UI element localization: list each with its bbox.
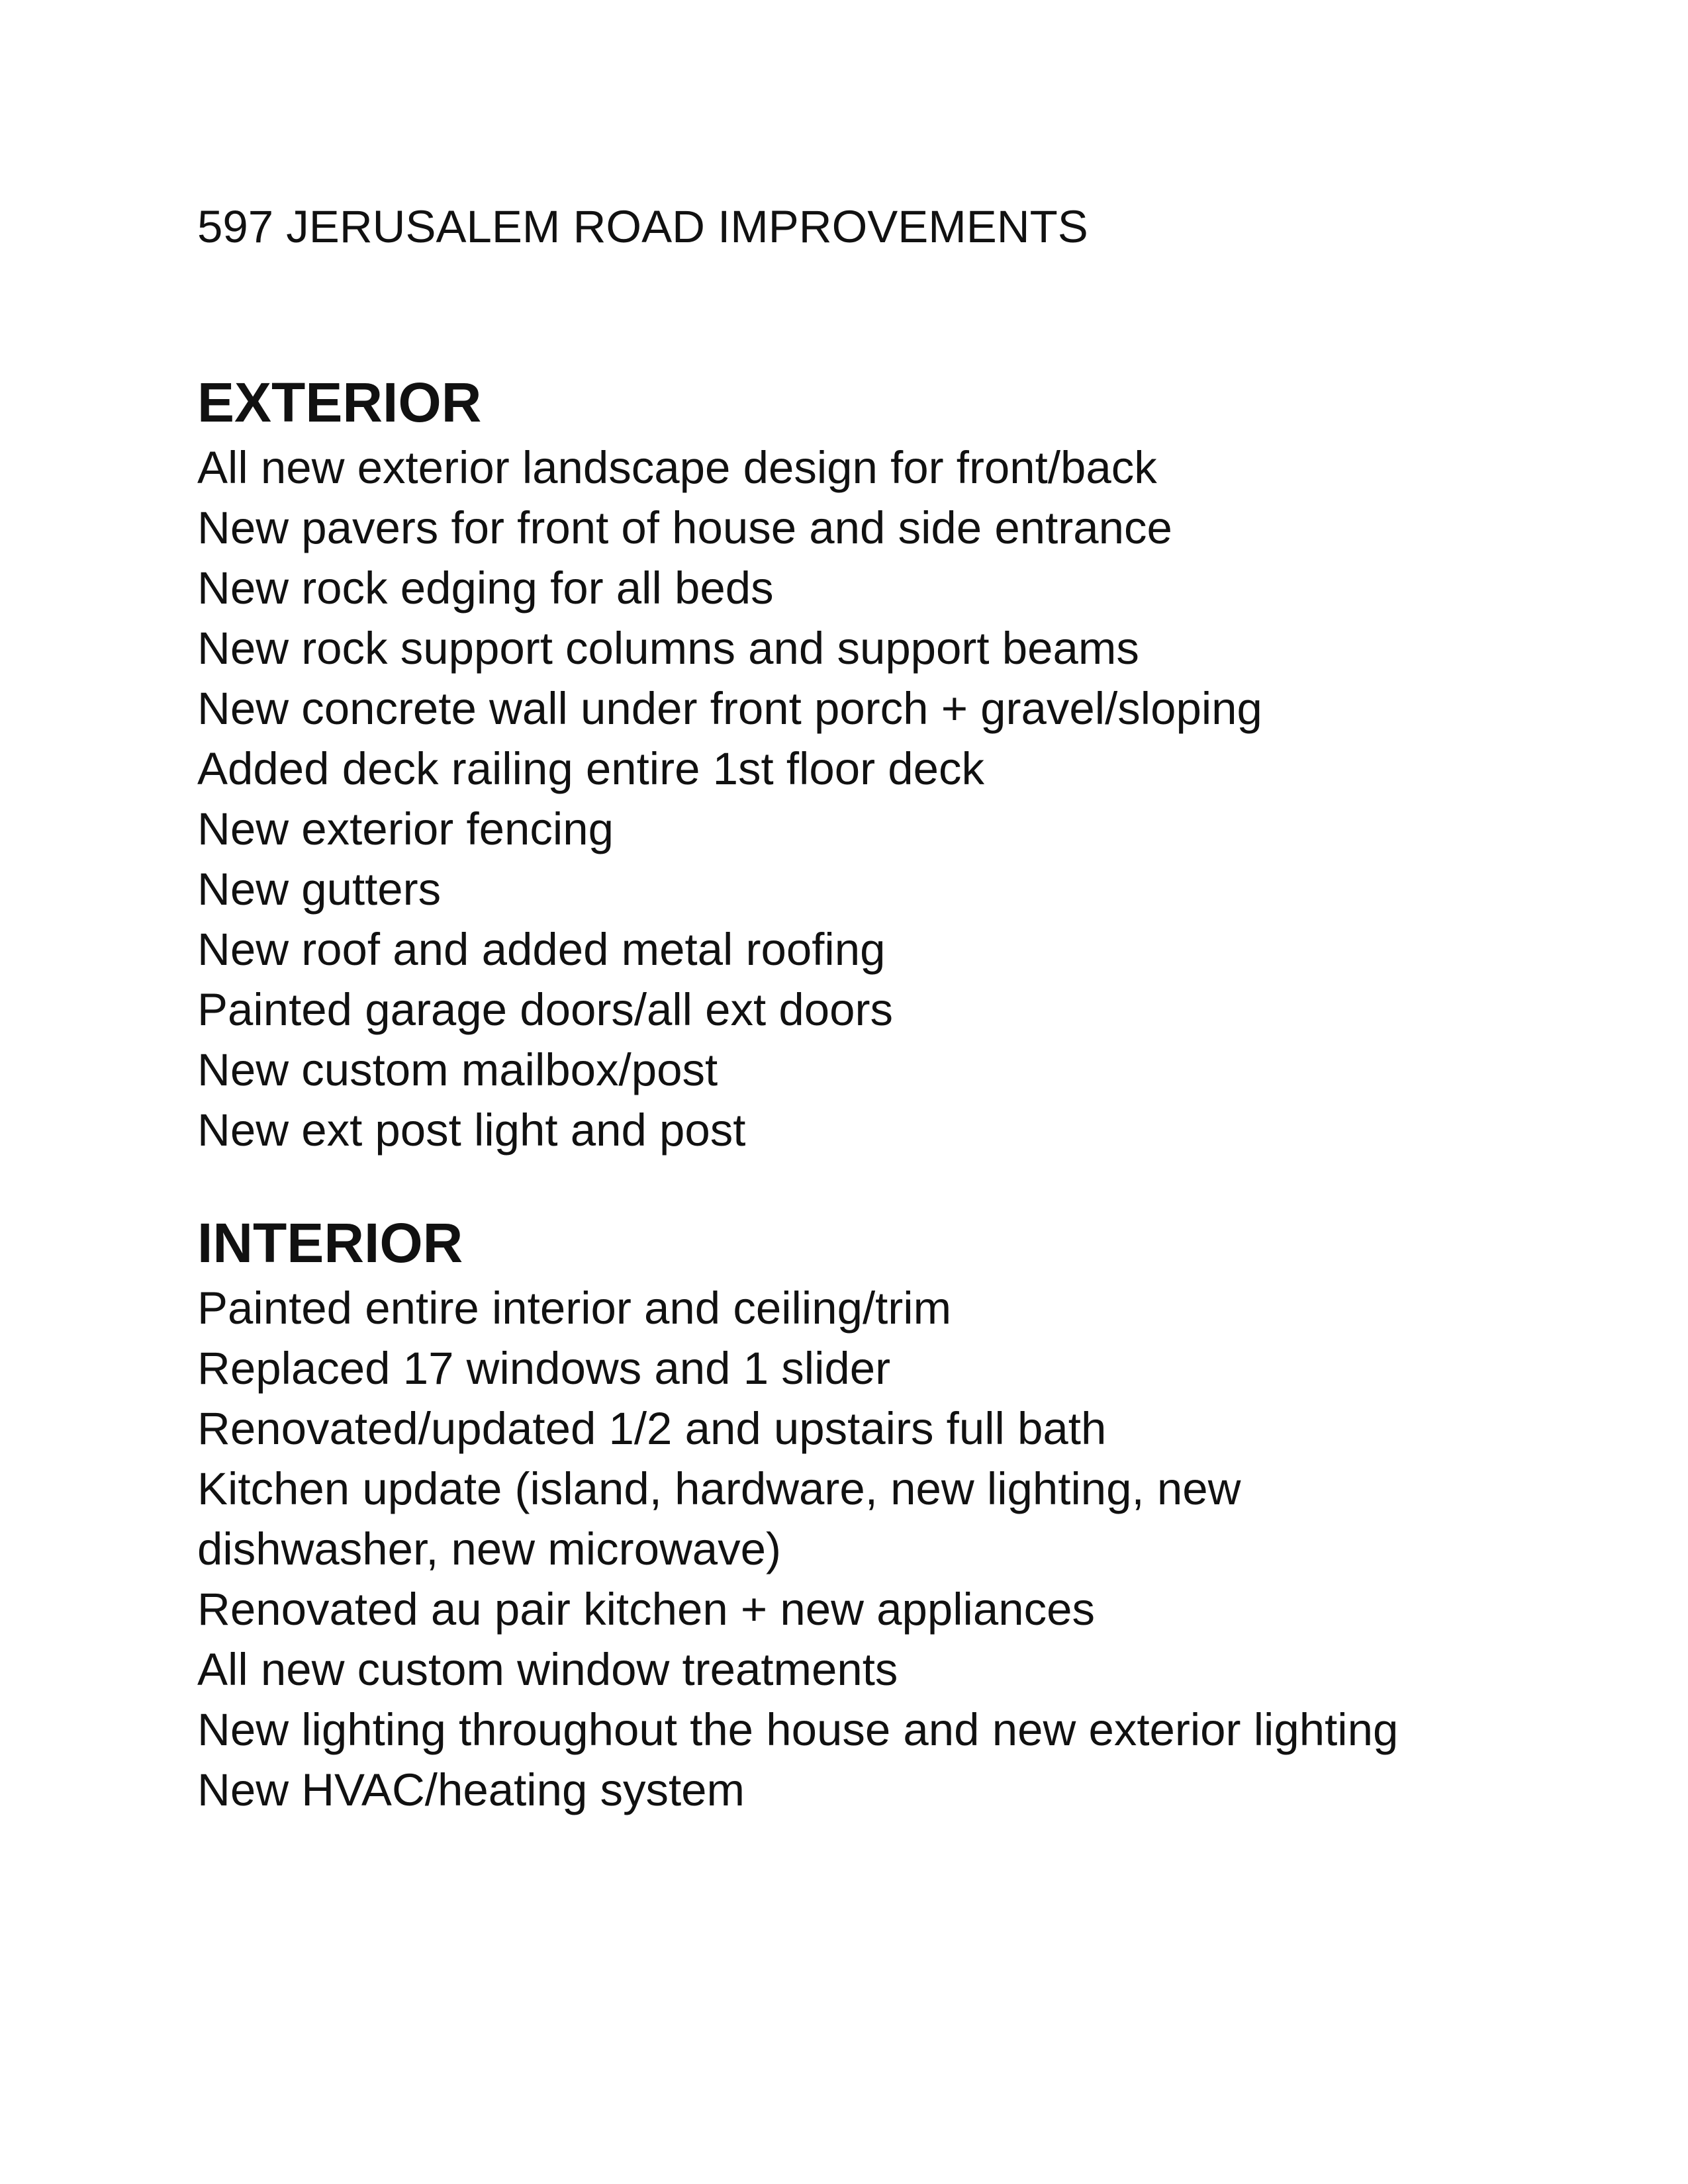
exterior-item: New rock support columns and support beams (197, 623, 1139, 674)
interior-item: Kitchen update (island, hardware, new lighting, new dishwasher, new microwave) (197, 1463, 1241, 1574)
exterior-item: New ext post light and post (197, 1105, 746, 1156)
interior-item: New lighting throughout the house and new exterior lighting (197, 1704, 1399, 1755)
interior-item: New HVAC/heating system (197, 1764, 745, 1815)
interior-item: Replaced 17 windows and 1 slider (197, 1343, 891, 1394)
exterior-list (197, 437, 1587, 1160)
interior-item: Renovated au pair kitchen + new appliances (197, 1584, 1095, 1635)
exterior-item: New gutters (197, 864, 442, 915)
exterior-item: New rock edging for all beds (197, 563, 774, 614)
document-page (197, 197, 1587, 1820)
interior-item: All new custom window treatments (197, 1644, 898, 1695)
exterior-item: New roof and added metal roofing (197, 924, 886, 975)
exterior-heading: EXTERIOR (197, 371, 482, 433)
interior-item: Painted entire interior and ceiling/trim (197, 1283, 952, 1334)
exterior-item: New concrete wall under front porch + gravel/sloping (197, 683, 1262, 734)
document-title: 597 JERUSALEM ROAD IMPROVEMENTS (197, 201, 1088, 252)
exterior-item: Painted garage doors/all ext doors (197, 984, 894, 1035)
exterior-item: New exterior fencing (197, 803, 614, 854)
interior-section (197, 1210, 1587, 1820)
exterior-item: All new exterior landscape design for front/back (197, 442, 1157, 493)
exterior-section (197, 369, 1587, 1160)
interior-list (197, 1278, 1587, 1820)
exterior-item: New pavers for front of house and side entrance (197, 502, 1172, 553)
interior-item: Renovated/updated 1/2 and upstairs full bath (197, 1403, 1107, 1454)
exterior-item: New custom mailbox/post (197, 1044, 718, 1095)
interior-heading: INTERIOR (197, 1212, 463, 1274)
exterior-item: Added deck railing entire 1st floor deck (197, 743, 985, 794)
